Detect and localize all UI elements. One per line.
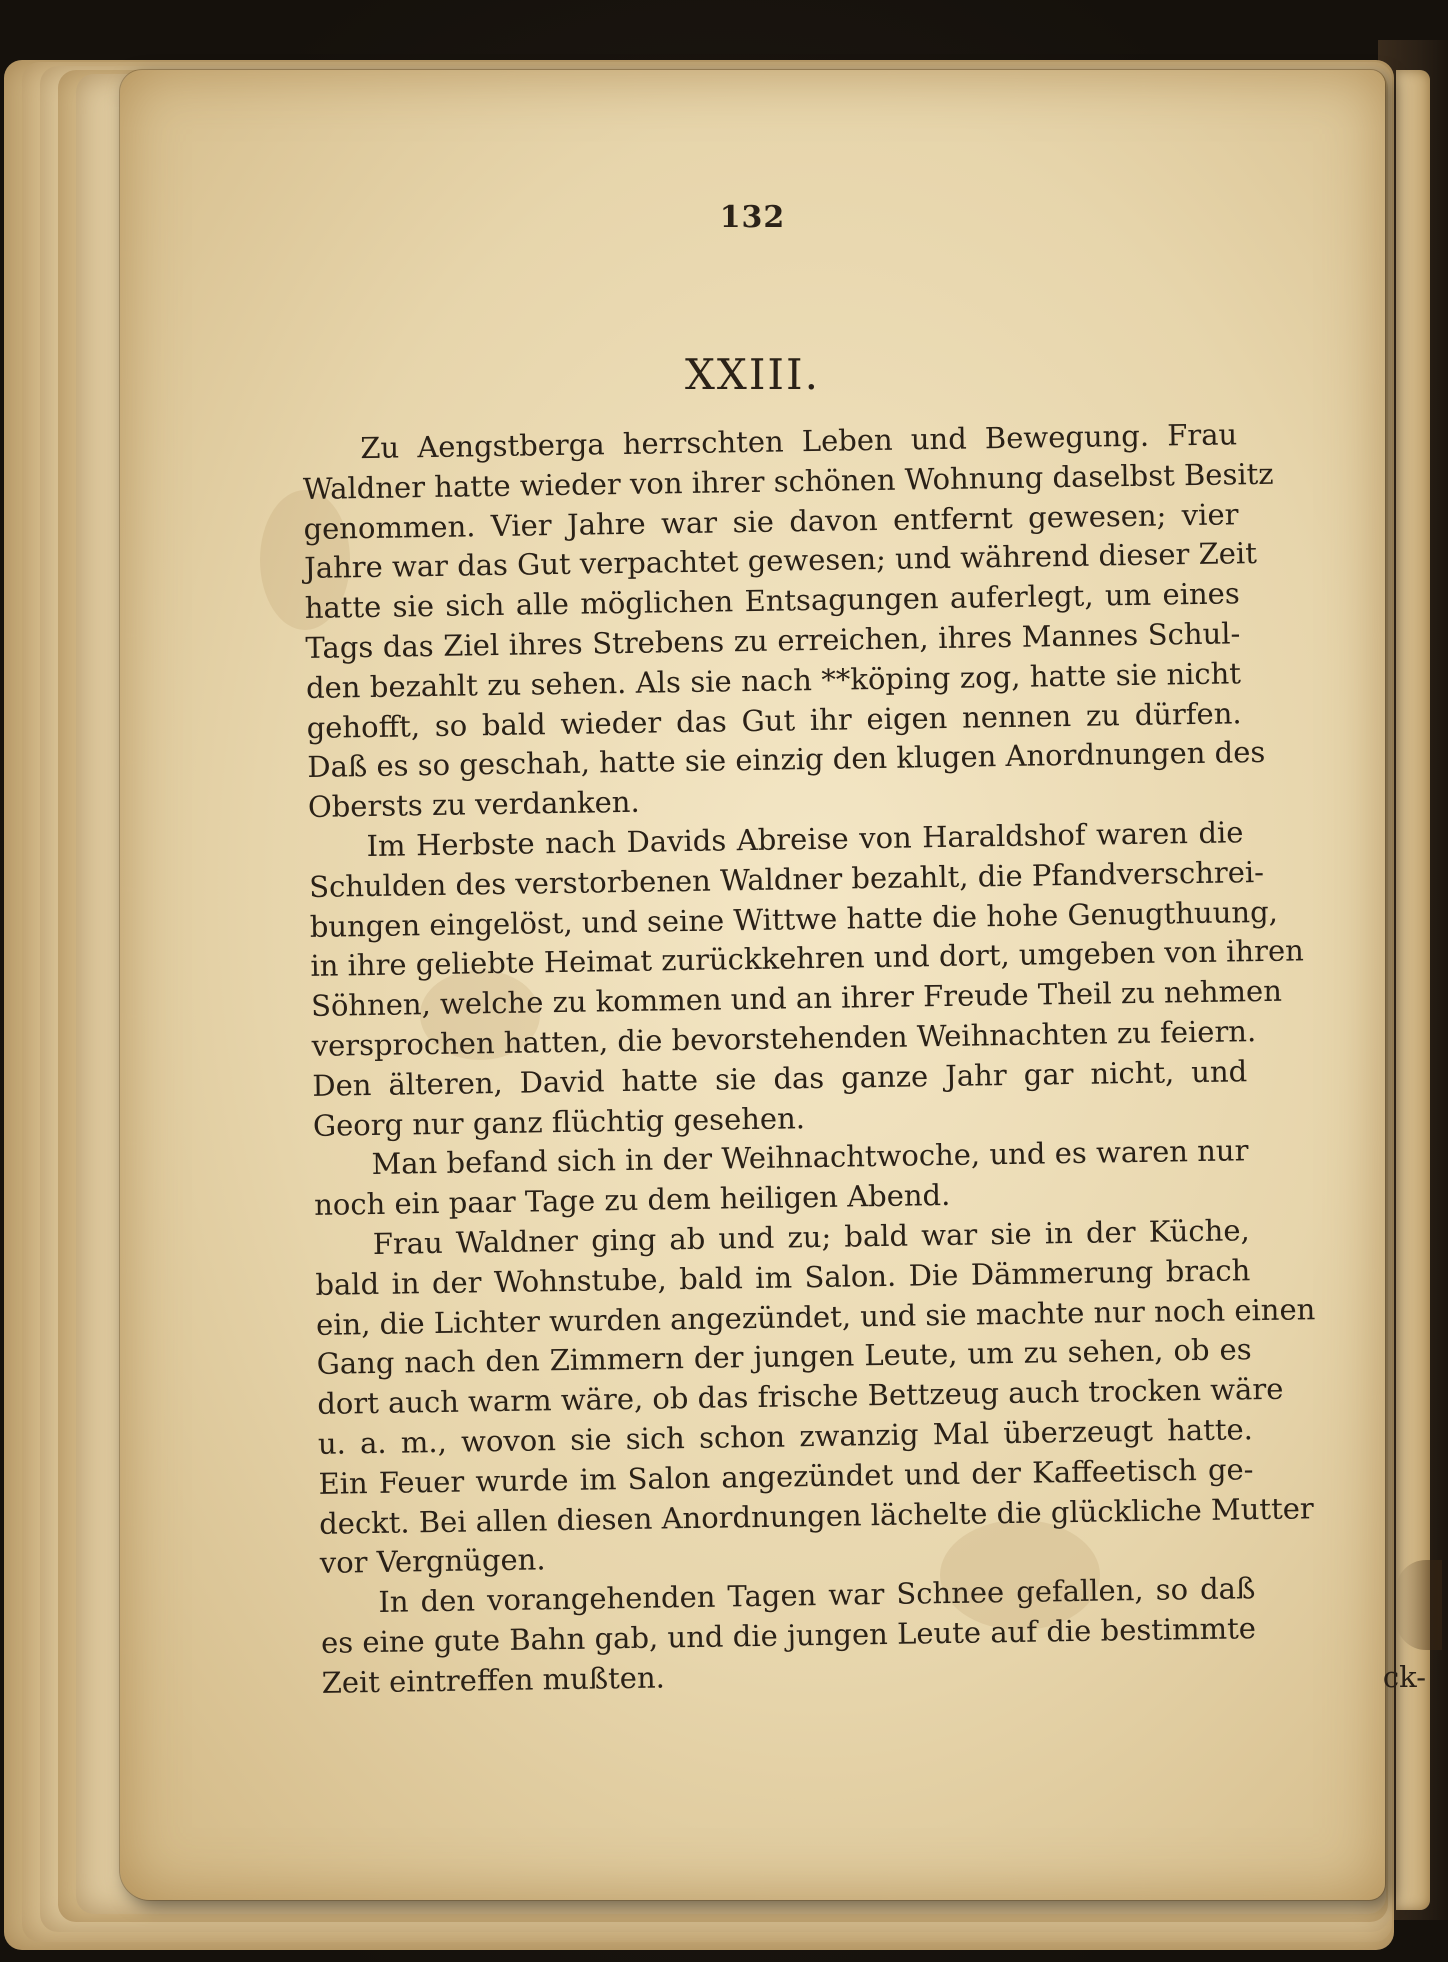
next-page-fragment: ck- [1382, 1660, 1426, 1694]
page-number: 132 [719, 200, 786, 235]
text-line: In den vorangehenden Tagen war Schnee gefallen, so daß [378, 1571, 1256, 1620]
text-line: Söhnen, welche zu kommen und an ihrer Freude Theil zu nehmen [310, 973, 1283, 1024]
text-line: Frau Waldner ging ab und zu; bald war sie in der Küche, [372, 1213, 1250, 1261]
text-line: Schulden des verstorbenen Waldner bezahlt, die Pfandverschrei- [308, 854, 1265, 904]
text-line: deckt. Bei allen diesen Anordnungen lächelte die glückliche Mutter [318, 1490, 1314, 1541]
text-line: Tags das Ziel ihres Strebens zu erreichen, ihres Mannes Schul- [305, 616, 1241, 665]
text-line: Zu Aengstberga herrschten Leben und Bewegung. Frau [360, 417, 1238, 466]
text-line: gehofft, so bald wieder das Gut ihr eigen nennen zu dürfen. [306, 695, 1242, 745]
text-line: Gang nach den Zimmern der jungen Leute, um zu sehen, ob es [316, 1332, 1252, 1382]
body-text [302, 415, 1316, 1703]
text-line: genommen. Vier Jahre war sie davon entfernt gewesen; vier [303, 496, 1239, 546]
text-line: u. a. m., wovon sie sich schon zwanzig Mal überzeugt hatte. [317, 1412, 1254, 1461]
text-line: Ein Feuer wurde im Salon angezündet und der Kaffeetisch ge- [318, 1451, 1254, 1501]
book-page [120, 70, 1385, 1900]
text-line: versprochen hatten, die bevorstehenden Weihnachten zu feiern. [311, 1014, 1257, 1063]
text-line: bald in der Wohnstube, bald im Salon. Die Dämmerung brach [315, 1252, 1251, 1302]
chapter-heading: XXIII. [685, 350, 820, 399]
text-line: Daß es so geschah, hatte sie einzig den klugen Anordnungen des [307, 735, 1266, 785]
text-line: ein, die Lichter wurden angezündet, und sie machte nur noch einen [315, 1291, 1316, 1342]
text-line: Man befand sich in der Weihnachtwoche, und es waren nur [371, 1133, 1249, 1182]
text-line: Obersts zu verdanken. [307, 784, 640, 825]
text-line: den bezahlt zu sehen. Als sie nach **köping zog, hatte sie nicht [305, 656, 1242, 705]
text-line: Im Herbste nach Davids Abreise von Haraldshof waren die [366, 815, 1244, 864]
text-line: dort auch warm wäre, ob das frische Bettzeug auch trocken wäre [317, 1371, 1284, 1422]
page-tear [1396, 1560, 1442, 1650]
text-line: hatte sie sich alle möglichen Entsagungen auferlegt, um eines [304, 576, 1240, 626]
text-line: Waldner hatte wieder von ihrer schönen Wohnung daselbst Besitz [302, 456, 1274, 506]
text-line: Den älteren, David hatte sie das ganze Jahr gar nicht, und [312, 1053, 1248, 1103]
text-line: Jahre war das Gut verpachtet gewesen; und während dieser Zeit [303, 536, 1258, 586]
text-line: Georg nur ganz flüchtig gesehen. [312, 1100, 806, 1143]
text-line: bungen eingelöst, und seine Wittwe hatte die hohe Genugthuung, [309, 894, 1279, 944]
text-line: Zeit eintreffen mußten. [321, 1660, 666, 1700]
text-line: vor Vergnügen. [319, 1542, 546, 1581]
text-line: noch ein paar Tage zu dem heiligen Abend. [313, 1178, 951, 1223]
text-line: es eine gute Bahn gab, und die jungen Leute auf die bestimmte [320, 1611, 1257, 1660]
text-line: in ihre geliebte Heimat zurückkehren und dort, umgeben von ihren [310, 933, 1305, 984]
